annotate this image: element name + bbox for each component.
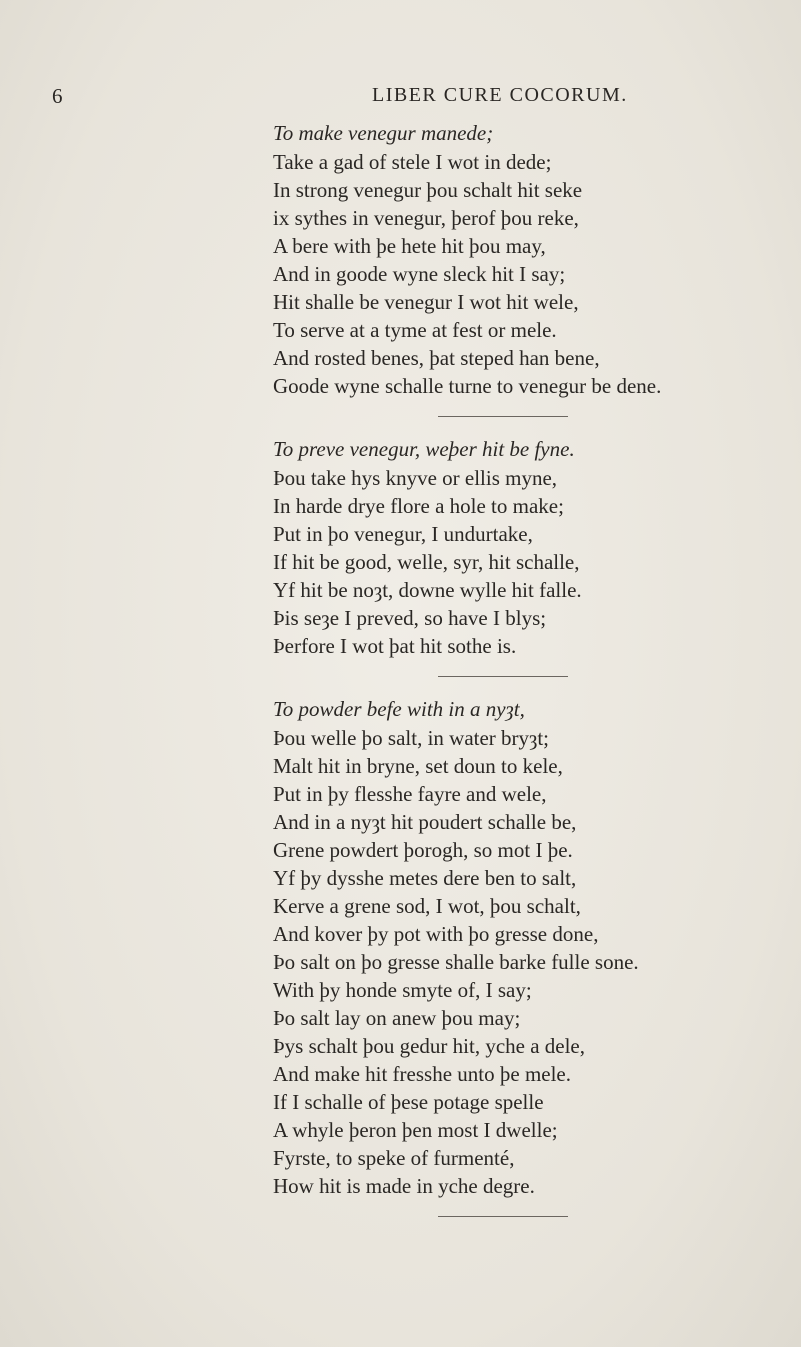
section-divider: [438, 416, 568, 417]
verse-line: Put in þy flesshe fayre and wele,: [273, 782, 547, 806]
verse-line: Þerfore I wot þat hit sothe is.: [273, 634, 517, 658]
verse-line: Put in þo venegur, I undurtake,: [273, 522, 533, 546]
verse-line: Þis seȝe I preved, so have I blys;: [273, 606, 547, 630]
recipe-powder-beef: [273, 695, 793, 1200]
section-divider: [438, 1216, 568, 1217]
verse-line: And in goode wyne sleck hit I say;: [273, 262, 566, 286]
verse-line: With þy honde smyte of, I say;: [273, 978, 532, 1002]
verse-line: ix sythes in venegur, þerof þou reke,: [273, 206, 579, 230]
verse-line: In harde drye flore a hole to make;: [273, 494, 564, 518]
recipe-make-vinegar: [273, 119, 793, 400]
verse-line: A whyle þeron þen most I dwelle;: [273, 1118, 558, 1142]
verse-line: A bere with þe hete hit þou may,: [273, 234, 546, 258]
verse-line: Þou welle þo salt, in water bryȝt;: [273, 726, 549, 750]
verse-line: Yf þy dysshe metes dere ben to salt,: [273, 866, 577, 890]
recipe-title: To powder befe with in a nyȝt,: [273, 697, 525, 721]
running-title: LIBER CURE COCORUM.: [372, 84, 628, 106]
verse-line: And make hit fresshe unto þe mele.: [273, 1062, 571, 1086]
verse-line: Take a gad of stele I wot in dede;: [273, 150, 552, 174]
verse-line: If I schalle of þese potage spelle: [273, 1090, 544, 1114]
verse-line: Þys schalt þou gedur hit, yche a dele,: [273, 1034, 586, 1058]
recipe-title: To preve venegur, weþer hit be fyne.: [273, 437, 575, 461]
section-divider: [438, 676, 568, 677]
verse-line: Goode wyne schalle turne to venegur be dene.: [273, 374, 662, 398]
verse-line: If hit be good, welle, syr, hit schalle,: [273, 550, 580, 574]
verse-line: And rosted benes, þat steped han bene,: [273, 346, 600, 370]
page-header: [0, 84, 801, 114]
verse-line: Grene powdert þorogh, so mot I þe.: [273, 838, 573, 862]
verse-line: Þo salt on þo gresse shalle barke fulle sone.: [273, 950, 639, 974]
page-number: 6: [52, 84, 64, 108]
verse-line: In strong venegur þou schalt hit seke: [273, 178, 583, 202]
verse-line: And in a nyȝt hit poudert schalle be,: [273, 810, 577, 834]
recipe-text: [273, 119, 793, 1235]
verse-line: Kerve a grene sod, I wot, þou schalt,: [273, 894, 581, 918]
verse-line: Malt hit in bryne, set doun to kele,: [273, 754, 563, 778]
verse-line: Fyrste, to speke of furmenté,: [273, 1146, 515, 1170]
recipe-prove-vinegar: [273, 435, 793, 660]
verse-line: Yf hit be noȝt, downe wylle hit falle.: [273, 578, 582, 602]
verse-line: Hit shalle be venegur I wot hit wele,: [273, 290, 579, 314]
verse-line: How hit is made in yche degre.: [273, 1174, 535, 1198]
recipe-title: To make venegur manede;: [273, 121, 494, 145]
verse-line: And kover þy pot with þo gresse done,: [273, 922, 599, 946]
verse-line: Þo salt lay on anew þou may;: [273, 1006, 521, 1030]
verse-line: Þou take hys knyve or ellis myne,: [273, 466, 558, 490]
verse-line: To serve at a tyme at fest or mele.: [273, 318, 557, 342]
